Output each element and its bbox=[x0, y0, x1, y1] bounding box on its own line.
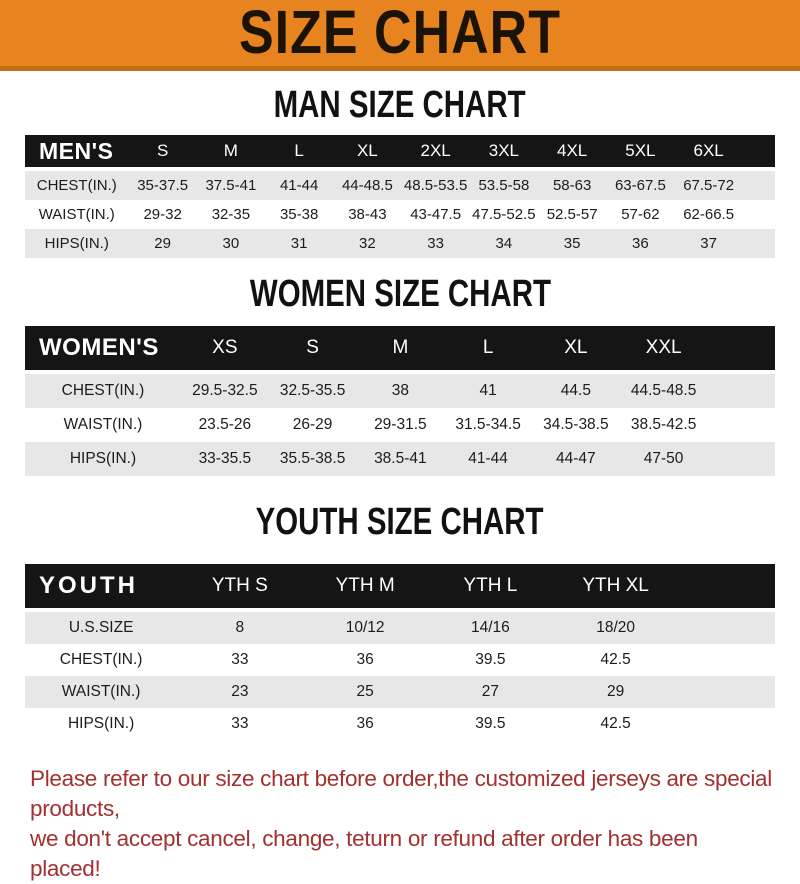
men-size-value-cell: 37.5-41 bbox=[197, 169, 265, 200]
men-table-label: MEN'S bbox=[25, 135, 129, 169]
youth-size-column-header: YTH S bbox=[177, 564, 302, 610]
men-size-chart-section bbox=[0, 83, 800, 258]
women-header-row bbox=[25, 326, 775, 372]
men-row-label: WAIST(IN.) bbox=[25, 200, 129, 229]
women-size-value-cell: 44.5-48.5 bbox=[620, 372, 708, 408]
men-size-value-cell: 41-44 bbox=[265, 169, 333, 200]
youth-size-column-header: YTH L bbox=[428, 564, 553, 610]
women-size-value-cell: 47-50 bbox=[620, 442, 708, 476]
banner-title: SIZE CHART bbox=[239, 0, 561, 68]
youth-size-chart-section bbox=[0, 500, 800, 740]
women-table-row bbox=[25, 442, 775, 476]
women-size-chart-heading bbox=[0, 272, 800, 315]
women-table-label: WOMEN'S bbox=[25, 326, 181, 372]
disclaimer-line-1: Please refer to our size chart before order,the customized jerseys are special products, bbox=[30, 766, 772, 821]
men-size-value-cell: 38-43 bbox=[333, 200, 401, 229]
youth-size-value-cell: 36 bbox=[302, 708, 427, 740]
men-size-value-cell: 30 bbox=[197, 229, 265, 258]
men-size-value-cell: 57-62 bbox=[606, 200, 674, 229]
youth-size-value-cell: 14/16 bbox=[428, 610, 553, 644]
youth-size-column-header: YTH XL bbox=[553, 564, 678, 610]
women-size-value-cell: 38 bbox=[356, 372, 444, 408]
men-size-chart-heading bbox=[0, 83, 800, 126]
men-size-value-cell: 32-35 bbox=[197, 200, 265, 229]
youth-size-value-cell: 10/12 bbox=[302, 610, 427, 644]
men-size-value-cell: 35-38 bbox=[265, 200, 333, 229]
men-size-value-cell: 29 bbox=[129, 229, 197, 258]
women-size-column-header: M bbox=[356, 326, 444, 372]
men-size-value-cell: 67.5-72 bbox=[675, 169, 743, 200]
men-size-value-cell: 35 bbox=[538, 229, 606, 258]
men-size-value-cell: 47.5-52.5 bbox=[470, 200, 538, 229]
men-heading-text: MAN SIZE CHART bbox=[274, 83, 526, 126]
women-size-value-cell: 26-29 bbox=[269, 408, 357, 442]
youth-table-row bbox=[25, 708, 775, 740]
men-size-value-cell: 35-37.5 bbox=[129, 169, 197, 200]
youth-size-value-cell: 39.5 bbox=[428, 708, 553, 740]
youth-table-row bbox=[25, 676, 775, 708]
women-row-filler bbox=[707, 372, 775, 408]
men-size-column-header: XL bbox=[333, 135, 401, 169]
women-row-label: CHEST(IN.) bbox=[25, 372, 181, 408]
youth-size-column-header: YTH M bbox=[302, 564, 427, 610]
men-size-column-header: 4XL bbox=[538, 135, 606, 169]
women-size-column-header: XXL bbox=[620, 326, 708, 372]
youth-row-filler bbox=[678, 610, 775, 644]
youth-size-value-cell: 27 bbox=[428, 676, 553, 708]
women-row-label: HIPS(IN.) bbox=[25, 442, 181, 476]
women-size-column-header: S bbox=[269, 326, 357, 372]
women-heading-text: WOMEN SIZE CHART bbox=[249, 272, 551, 315]
youth-size-value-cell: 29 bbox=[553, 676, 678, 708]
men-size-value-cell: 34 bbox=[470, 229, 538, 258]
youth-header-row bbox=[25, 564, 775, 610]
men-size-value-cell: 63-67.5 bbox=[606, 169, 674, 200]
youth-size-table bbox=[25, 564, 775, 740]
women-size-chart-section bbox=[0, 272, 800, 476]
men-table-row bbox=[25, 229, 775, 258]
men-size-value-cell: 53.5-58 bbox=[470, 169, 538, 200]
men-table-row bbox=[25, 169, 775, 200]
women-table-row bbox=[25, 408, 775, 442]
women-size-column-header: XL bbox=[532, 326, 620, 372]
women-size-column-header: L bbox=[444, 326, 532, 372]
men-header-row bbox=[25, 135, 775, 169]
women-size-value-cell: 32.5-35.5 bbox=[269, 372, 357, 408]
youth-size-value-cell: 33 bbox=[177, 708, 302, 740]
youth-header-filler bbox=[678, 564, 775, 610]
youth-size-value-cell: 36 bbox=[302, 644, 427, 676]
disclaimer-text bbox=[30, 764, 772, 884]
men-size-value-cell: 36 bbox=[606, 229, 674, 258]
women-size-value-cell: 35.5-38.5 bbox=[269, 442, 357, 476]
youth-size-value-cell: 39.5 bbox=[428, 644, 553, 676]
men-size-value-cell: 32 bbox=[333, 229, 401, 258]
youth-size-value-cell: 42.5 bbox=[553, 644, 678, 676]
men-row-filler bbox=[743, 229, 775, 258]
women-size-value-cell: 29.5-32.5 bbox=[181, 372, 269, 408]
women-size-value-cell: 44.5 bbox=[532, 372, 620, 408]
youth-size-value-cell: 23 bbox=[177, 676, 302, 708]
youth-row-label: HIPS(IN.) bbox=[25, 708, 177, 740]
youth-row-filler bbox=[678, 644, 775, 676]
men-row-filler bbox=[743, 200, 775, 229]
youth-heading-text: YOUTH SIZE CHART bbox=[256, 500, 544, 543]
men-size-column-header: L bbox=[265, 135, 333, 169]
women-size-value-cell: 34.5-38.5 bbox=[532, 408, 620, 442]
youth-table-row bbox=[25, 644, 775, 676]
youth-size-value-cell: 25 bbox=[302, 676, 427, 708]
women-row-filler bbox=[707, 408, 775, 442]
men-size-value-cell: 29-32 bbox=[129, 200, 197, 229]
women-size-value-cell: 38.5-42.5 bbox=[620, 408, 708, 442]
women-row-label: WAIST(IN.) bbox=[25, 408, 181, 442]
youth-size-value-cell: 33 bbox=[177, 644, 302, 676]
men-size-value-cell: 62-66.5 bbox=[675, 200, 743, 229]
men-size-table bbox=[25, 135, 775, 258]
men-size-value-cell: 48.5-53.5 bbox=[402, 169, 470, 200]
women-row-filler bbox=[707, 442, 775, 476]
women-size-value-cell: 31.5-34.5 bbox=[444, 408, 532, 442]
youth-row-filler bbox=[678, 676, 775, 708]
youth-row-filler bbox=[678, 708, 775, 740]
women-size-value-cell: 29-31.5 bbox=[356, 408, 444, 442]
youth-row-label: U.S.SIZE bbox=[25, 610, 177, 644]
youth-size-value-cell: 18/20 bbox=[553, 610, 678, 644]
men-size-value-cell: 43-47.5 bbox=[402, 200, 470, 229]
disclaimer-line-2: we don't accept cancel, change, teturn or refund after order has been placed! bbox=[30, 825, 698, 881]
women-size-value-cell: 44-47 bbox=[532, 442, 620, 476]
men-size-value-cell: 52.5-57 bbox=[538, 200, 606, 229]
youth-table-row bbox=[25, 610, 775, 644]
men-size-column-header: S bbox=[129, 135, 197, 169]
men-row-label: HIPS(IN.) bbox=[25, 229, 129, 258]
youth-row-label: WAIST(IN.) bbox=[25, 676, 177, 708]
men-table-row bbox=[25, 200, 775, 229]
men-row-filler bbox=[743, 169, 775, 200]
men-size-column-header: 3XL bbox=[470, 135, 538, 169]
men-size-column-header: M bbox=[197, 135, 265, 169]
men-size-value-cell: 58-63 bbox=[538, 169, 606, 200]
men-size-column-header: 5XL bbox=[606, 135, 674, 169]
men-size-value-cell: 37 bbox=[675, 229, 743, 258]
men-size-column-header: 6XL bbox=[675, 135, 743, 169]
women-size-table bbox=[25, 326, 775, 476]
men-size-value-cell: 44-48.5 bbox=[333, 169, 401, 200]
women-size-column-header: XS bbox=[181, 326, 269, 372]
women-size-value-cell: 41-44 bbox=[444, 442, 532, 476]
youth-row-label: CHEST(IN.) bbox=[25, 644, 177, 676]
men-size-value-cell: 31 bbox=[265, 229, 333, 258]
women-size-value-cell: 33-35.5 bbox=[181, 442, 269, 476]
women-size-value-cell: 41 bbox=[444, 372, 532, 408]
men-size-value-cell: 33 bbox=[402, 229, 470, 258]
women-size-value-cell: 23.5-26 bbox=[181, 408, 269, 442]
size-chart-sections bbox=[0, 83, 800, 740]
women-header-filler bbox=[707, 326, 775, 372]
youth-size-value-cell: 8 bbox=[177, 610, 302, 644]
youth-size-value-cell: 42.5 bbox=[553, 708, 678, 740]
women-size-value-cell: 38.5-41 bbox=[356, 442, 444, 476]
youth-table-label: YOUTH bbox=[25, 564, 177, 610]
men-header-filler bbox=[743, 135, 775, 169]
women-table-row bbox=[25, 372, 775, 408]
youth-size-chart-heading bbox=[0, 500, 800, 543]
size-chart-banner bbox=[0, 0, 800, 71]
men-row-label: CHEST(IN.) bbox=[25, 169, 129, 200]
men-size-column-header: 2XL bbox=[402, 135, 470, 169]
